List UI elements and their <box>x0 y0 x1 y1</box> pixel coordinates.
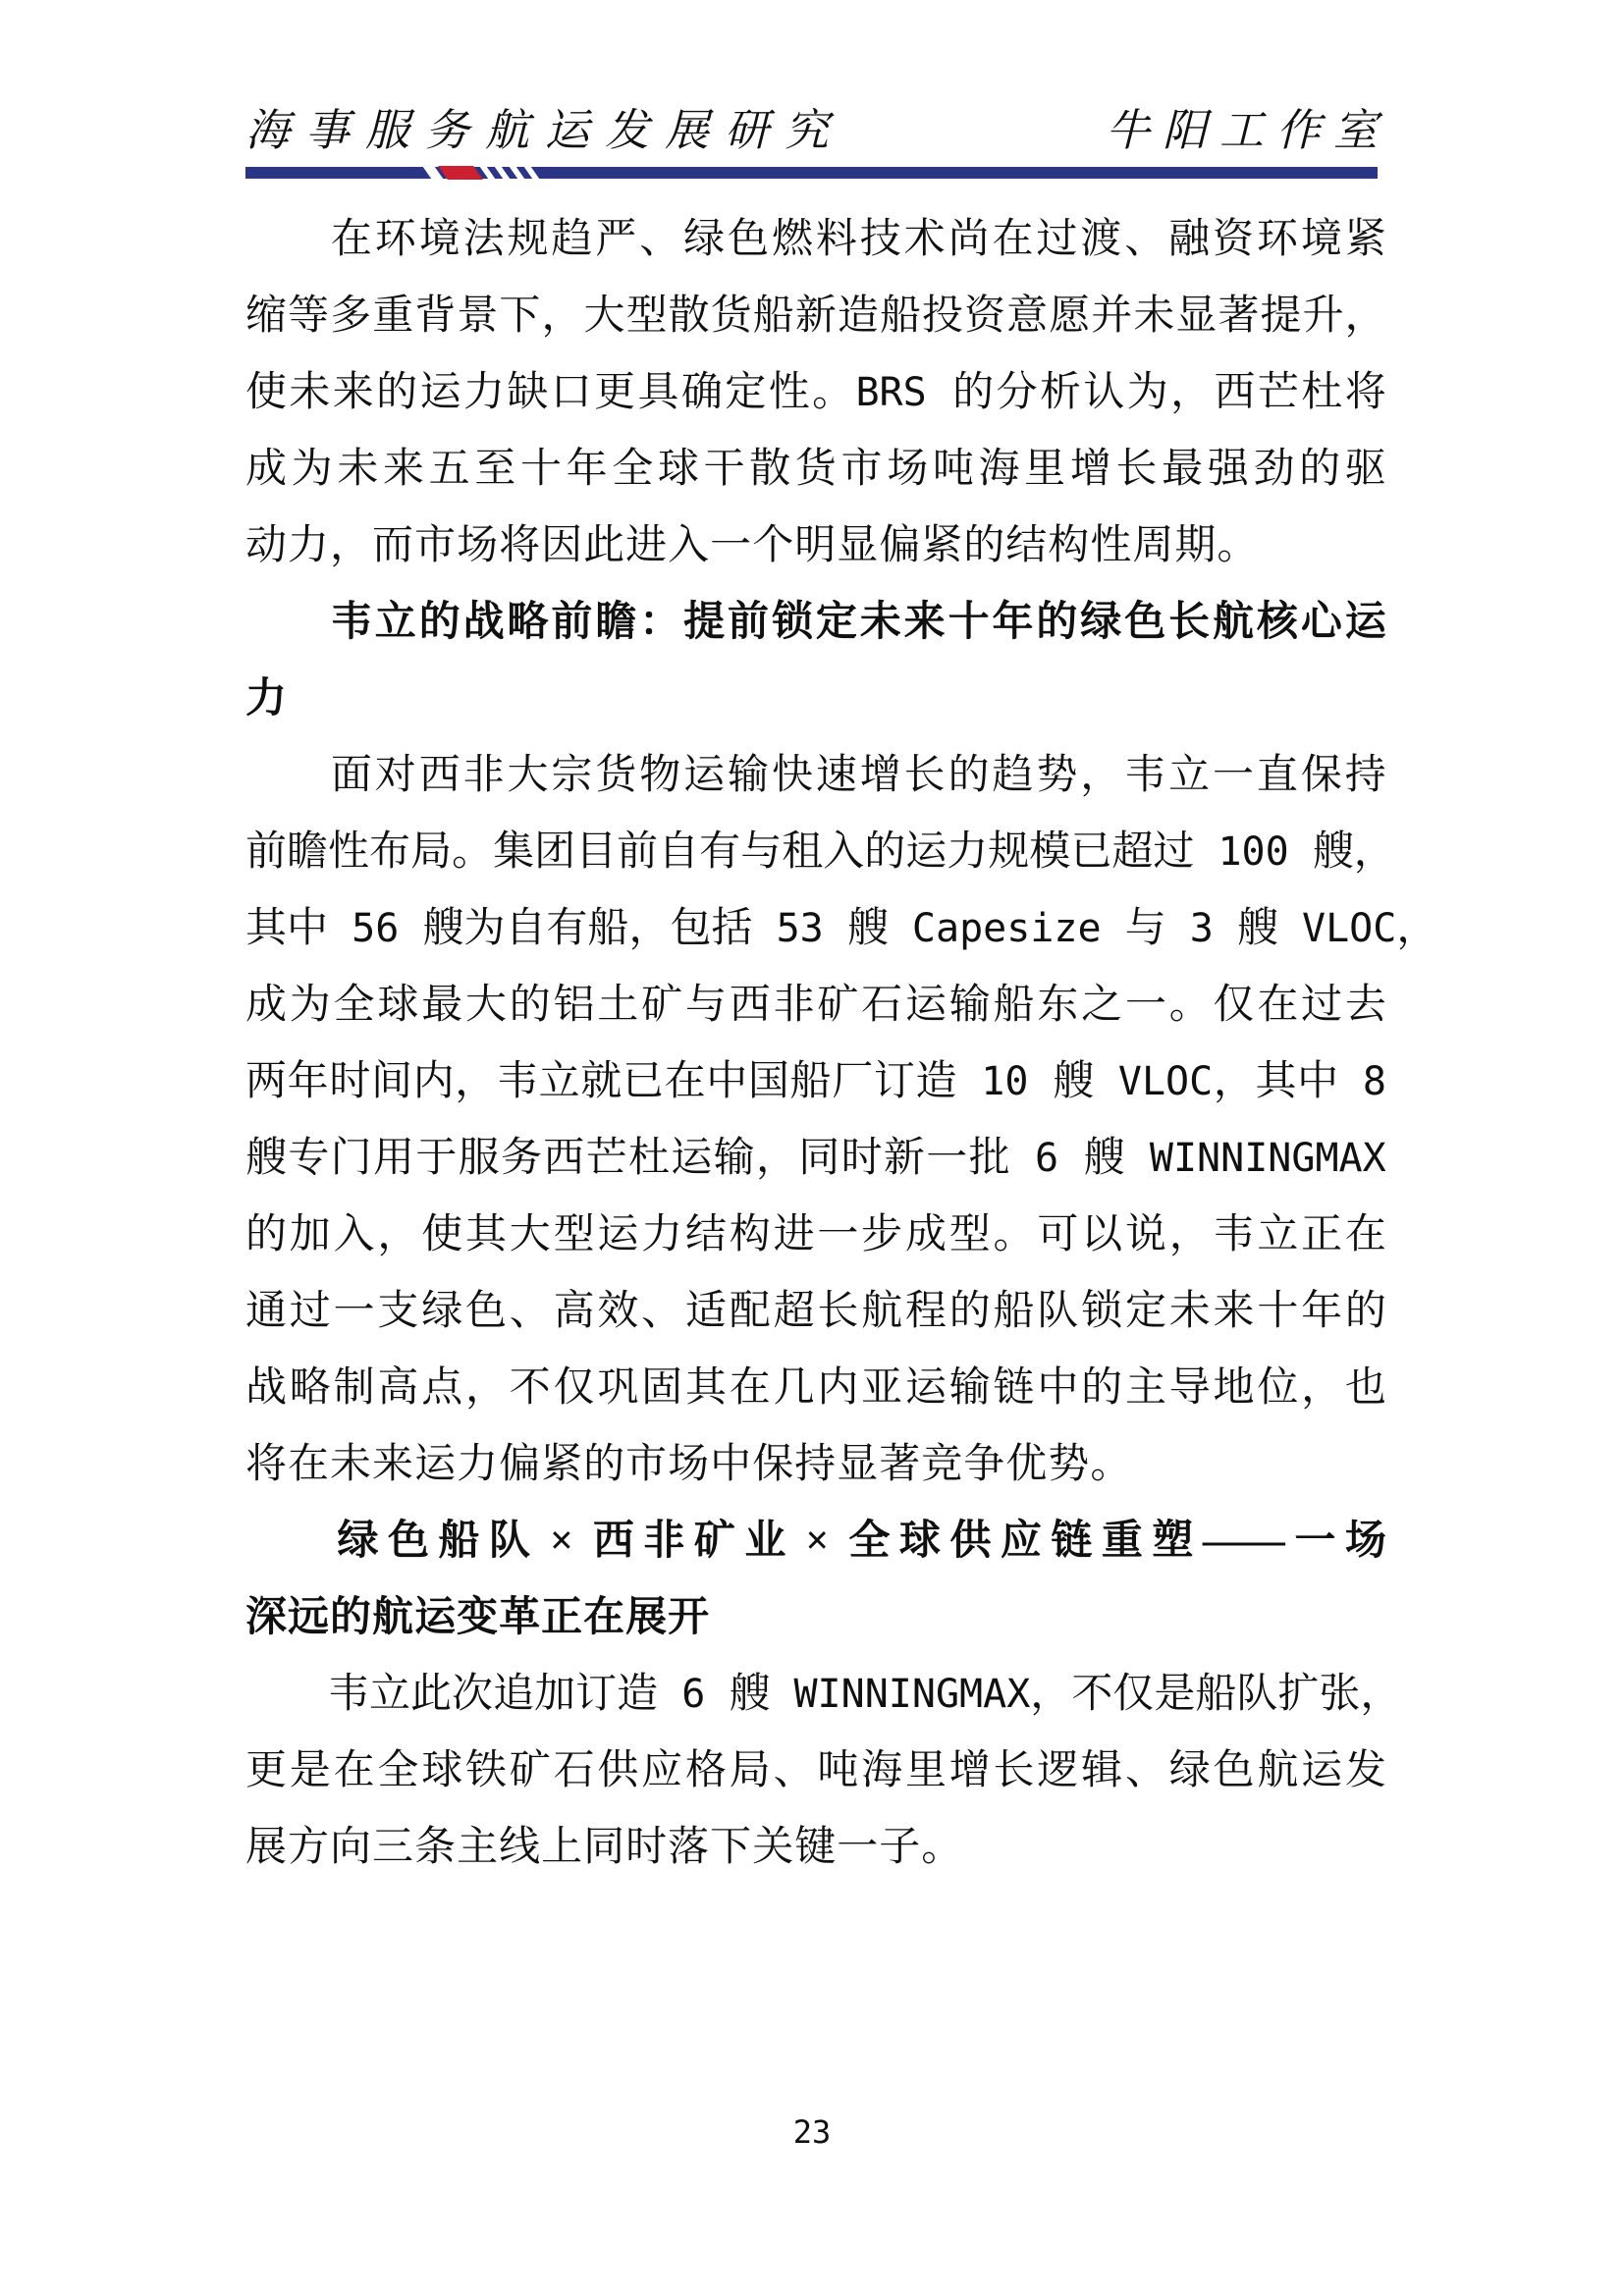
divider-red-stripe <box>438 166 483 180</box>
text-line: 缩 等 多 重 背 景 下 ， 大 型 散 货 船 新 造 船 投 资 意 愿 并 未 显 著 提 升 ， <box>245 294 1386 339</box>
text-line: 成 为 未 来 五 至 十 年 全 球 干 散 货 市 场 吨 海 里 增 长 最 强 劲 的 驱 <box>245 447 1386 492</box>
page-number: 23 <box>792 2113 832 2151</box>
text-line: 的 加 入 ， 使 其 大 型 运 力 结 构 进 一 步 成 型 。 可 以 说 ， 韦 立 正 在 <box>245 1212 1386 1257</box>
text-line: 前 瞻 性 布 局 。 集 团 目 前 自 有 与 租 入 的 运 力 规 模 已 超 过 100 艘 ， <box>245 829 1395 875</box>
text-line: 战 略 制 高 点 ， 不 仅 巩 固 其 在 几 内 亚 运 输 链 中 的 主 导 地 位 ， 也 <box>245 1365 1386 1411</box>
header-left-title: 海事服务航运发展研究 <box>245 106 845 155</box>
heading-line: 绿 色 船 队 × 西 非 矿 业 × 全 球 供 应 链 重 塑 —— 一 场 <box>337 1519 1386 1564</box>
text-line: 成 为 全 球 最 大 的 铝 土 矿 与 西 非 矿 石 运 输 船 东 之 一 。 仅 在 过 去 <box>245 983 1386 1028</box>
text-line: 在 环 境 法 规 趋 严 、 绿 色 燃 料 技 术 尚 在 过 渡 、 融 资 环 境 紧 <box>330 217 1386 262</box>
text-line: 动 力 ， 而 市 场 将 因 此 进 入 一 个 明 显 偏 紧 的 结 构 性 周 期 。 <box>245 523 1260 568</box>
document-body <box>245 201 1438 1886</box>
header-divider <box>245 167 1378 179</box>
heading-line: 深 远 的 航 运 变 革 正 在 展 开 <box>245 1595 711 1640</box>
divider-white-stripe <box>509 166 525 180</box>
text-line: 更 是 在 全 球 铁 矿 石 供 应 格 局 、 吨 海 里 增 长 逻 辑 、 绿 色 航 运 发 <box>245 1748 1386 1793</box>
text-line: 其 中 56 艘 为 自 有 船 ， 包 括 53 艘 Capesize 与 3 艘 VLOC ， <box>245 906 1438 951</box>
header-right-title: 牛阳工作室 <box>1105 106 1390 155</box>
text-line: 通 过 一 支 绿 色 、 高 效 、 适 配 超 长 航 程 的 船 队 锁 定 未 来 十 年 的 <box>245 1289 1386 1334</box>
text-line: 将 在 未 来 运 力 偏 紧 的 市 场 中 保 持 显 著 竞 争 优 势 。 <box>245 1442 1133 1487</box>
text-line: 面 对 西 非 大 宗 货 物 运 输 快 速 增 长 的 趋 势 ， 韦 立 一 直 保 持 <box>330 753 1386 798</box>
text-line: 两 年 时 间 内 ， 韦 立 就 已 在 中 国 船 厂 订 造 10 艘 VLOC ， 其 中 8 <box>245 1059 1386 1104</box>
text-line: 展 方 向 三 条 主 线 上 同 时 落 下 关 键 一 子 。 <box>245 1825 964 1870</box>
text-line: 艘 专 门 用 于 服 务 西 芒 杜 运 输 ， 同 时 新 一 批 6 艘 WINNINGMAX <box>245 1136 1386 1181</box>
text-line: 韦 立 此 次 追 加 订 造 6 艘 WINNINGMAX ， 不 仅 是 船 队 扩 张 ， <box>328 1672 1402 1717</box>
text-line: 使 未 来 的 运 力 缺 口 更 具 确 定 性 。 BRS 的 分 析 认 为 ， 西 芒 杜 将 <box>245 370 1386 415</box>
divider-white-stripe <box>494 166 511 180</box>
heading-line: 韦 立 的 战 略 前 瞻 ： 提 前 锁 定 未 来 十 年 的 绿 色 长 航 核 心 运 <box>330 600 1386 645</box>
divider-white-stripe <box>523 166 540 180</box>
page-header <box>245 88 1390 155</box>
heading-line: 力 <box>245 676 289 721</box>
